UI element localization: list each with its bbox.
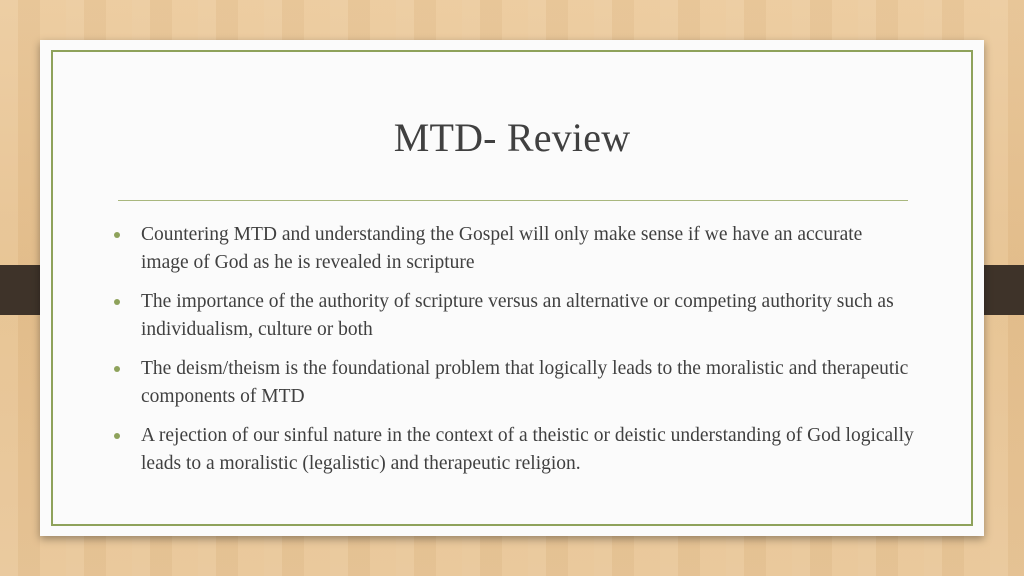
title-divider xyxy=(118,200,908,201)
bullet-item xyxy=(114,288,914,344)
bullet-text: Countering MTD and understanding the Gospel will only make sense if we have an accurate image of God as he is revealed in scripture xyxy=(141,224,863,273)
bullet-text: The deism/theism is the foundational problem that logically leads to the moralistic and therapeutic components of MTD xyxy=(141,358,909,407)
bullet-text: A rejection of our sinful nature in the context of a theistic or deistic understanding of God logically leads to a moralistic (legalistic) and therapeutic religion. xyxy=(141,425,914,474)
bullet-dot-icon xyxy=(114,299,120,305)
bullet-dot-icon xyxy=(114,232,120,238)
slide-title: MTD- Review xyxy=(393,115,631,160)
bullet-text: The importance of the authority of scripture versus an alternative or competing authority such as individualism, culture or both xyxy=(141,291,894,340)
bullet-item xyxy=(114,355,914,411)
bullet-list xyxy=(114,221,914,489)
bullet-item xyxy=(114,422,914,478)
bullet-dot-icon xyxy=(114,433,120,439)
slide-card xyxy=(40,40,984,536)
bullet-dot-icon xyxy=(114,366,120,372)
bullet-item xyxy=(114,221,914,277)
